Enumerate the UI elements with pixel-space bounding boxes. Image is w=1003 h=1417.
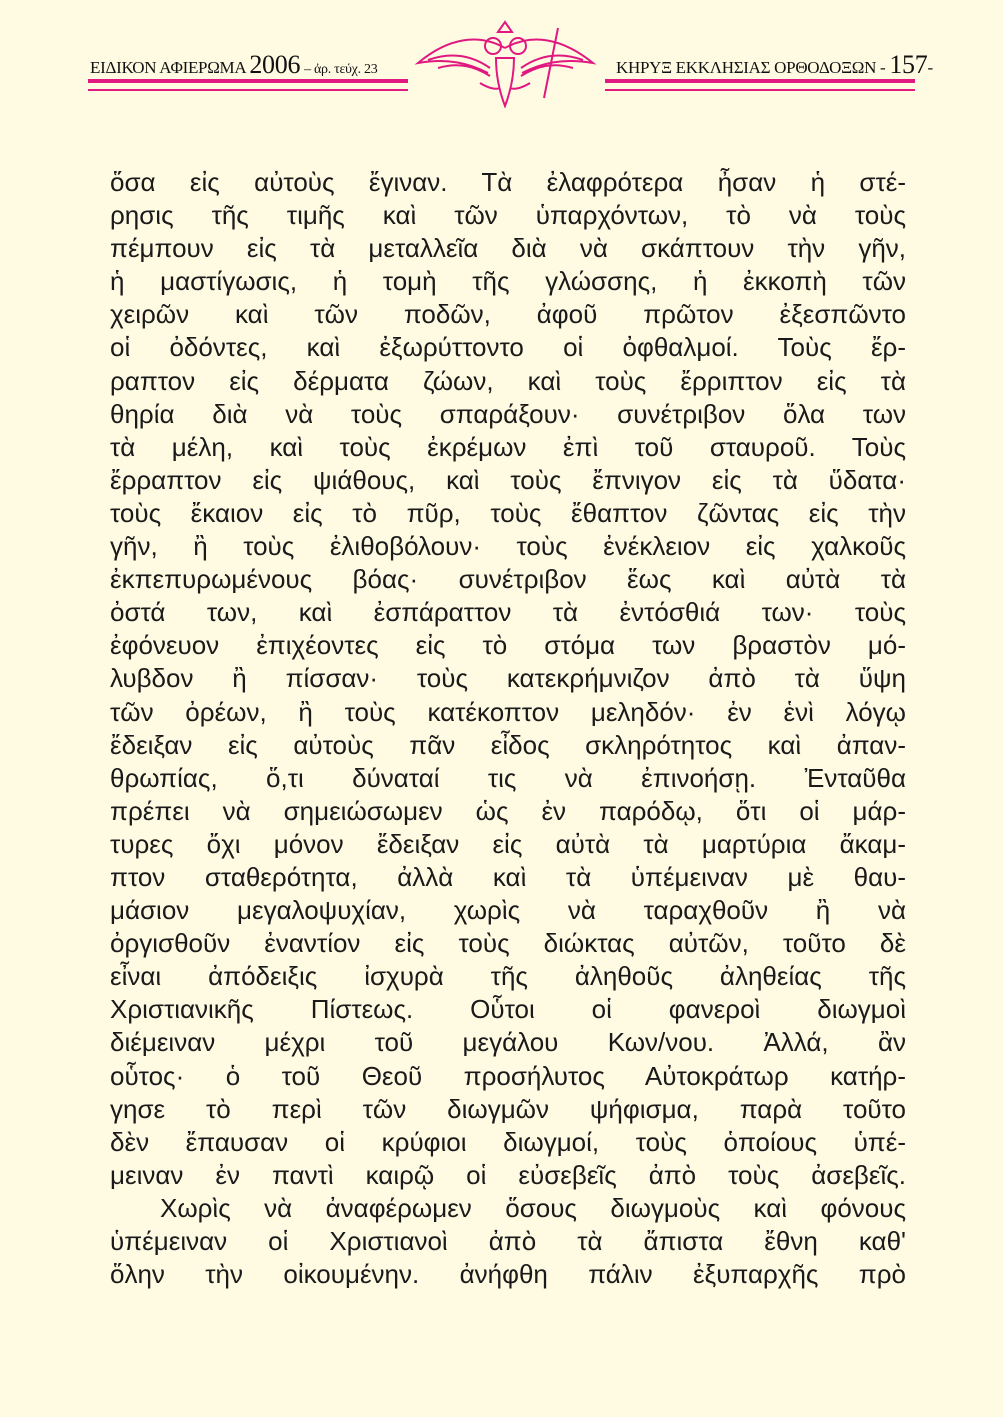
article-body — [110, 166, 906, 1291]
header-rule-thin-left — [88, 89, 408, 91]
header-rule-thick-left — [88, 79, 408, 83]
page-number-suffix: - — [927, 58, 933, 77]
text-line: χειρῶν καὶ τῶν ποδῶν, ἀφοῦ πρῶτον ἐξεσπῶντο — [110, 299, 906, 330]
text-line: ὀστά των, καὶ ἐσπάραττον τὰ ἐντόσθιά των· τοὺς — [110, 597, 906, 628]
issue-number: – ἀρ. τεύχ. 23 — [304, 62, 378, 77]
text-line: τοὺς ἔκαιον εἰς τὸ πῦρ, τοὺς ἔθαπτον ζῶντας εἰς τὴν — [110, 497, 906, 528]
journal-title: ΚΗΡΥΞ ΕΚΚΛΗΣΙΑΣ ΟΡΘΟΔΟΞΩΝ - — [616, 58, 886, 77]
text-line: ἔδειξαν εἰς αὐτοὺς πᾶν εἶδος σκληρότητος καὶ ἀπαν- — [110, 729, 906, 760]
text-line: ἐφόνευον ἐπιχέοντες εἰς τὸ στόμα των βραστὸν μό- — [110, 630, 906, 661]
text-line: ὅσα εἰς αὐτοὺς ἔγιναν. Τὰ ἐλαφρότερα ἦσαν ἡ στέ- — [110, 167, 906, 197]
year: 2006 — [249, 50, 301, 79]
text-line: ἡ μαστίγωσις, ἡ τομὴ τῆς γλώσσης, ἡ ἐκκοπὴ τῶν — [110, 266, 906, 297]
text-line: εἶναι ἀπόδειξις ἰσχυρὰ τῆς ἀληθοῦς ἀληθείας τῆς — [110, 961, 906, 992]
text-line: διέμειναν μέχρι τοῦ μεγάλου Κων/νου. Ἀλλά, ἂν — [110, 1027, 906, 1058]
text-line: Χωρὶς νὰ ἀναφέρωμεν ὅσους διωγμοὺς καὶ φόνους — [160, 1192, 906, 1223]
text-line: μειναν ἐν παντὶ καιρῷ οἱ εὐσεβεῖς ἀπὸ τοὺς ἀσεβεῖς. — [110, 1159, 906, 1190]
text-line: ὅλην τὴν οἰκουμένην. ἀνήφθη πάλιν ἐξυπαρχῆς πρὸ — [110, 1259, 906, 1290]
text-line: γησε τὸ περὶ τῶν διωγμῶν ψήφισμα, παρὰ τοῦτο — [110, 1093, 906, 1124]
text-line: ἐκπεπυρωμένους βόας· συνέτριβον ἕως καὶ αὐτὰ τὰ — [110, 564, 906, 595]
text-line: ρησις τῆς τιμῆς καὶ τῶν ὑπαρχόντων, τὸ νὰ τοὺς — [110, 200, 906, 231]
text-line: δὲν ἔπαυσαν οἱ κρύφιοι διωγμοί, τοὺς ὁποίους ὑπέ- — [110, 1126, 906, 1157]
text-line: πρέπει νὰ σημειώσωμεν ὡς ἐν παρόδῳ, ὅτι οἱ μάρ- — [110, 795, 906, 826]
text-line: λυβδον ἢ πίσσαν· τοὺς κατεκρήμνιζον ἀπὸ τὰ ὕψη — [110, 663, 906, 694]
header-rule-thick-right — [605, 79, 915, 83]
text-line: οἱ ὀδόντες, καὶ ἐξωρύττοντο οἱ ὀφθαλμοί. Τοὺς ἔρ- — [110, 332, 906, 363]
text-line: ἔρραπτον εἰς ψιάθους, καὶ τοὺς ἔπνιγον εἰς τὰ ὕδατα· — [110, 464, 906, 495]
text-line: πέμπουν εἰς τὰ μεταλλεῖα διὰ νὰ σκάπτουν τὴν γῆν, — [110, 233, 906, 264]
text-line: ραπτον εἰς δέρματα ζώων, καὶ τοὺς ἔρριπτον εἰς τὰ — [110, 365, 906, 396]
text-line: ὑπέμειναν οἱ Χριστιανοὶ ἀπὸ τὰ ἄπιστα ἔθνη καθ' — [110, 1226, 906, 1256]
double-headed-eagle-emblem-icon — [408, 18, 603, 108]
running-header-right — [616, 50, 933, 80]
text-line: ὀργισθοῦν ἐναντίον εἰς τοὺς διώκτας αὐτῶν, τοῦτο δὲ — [110, 928, 906, 959]
text-line: τῶν ὀρέων, ἢ τοὺς κατέκοπτον μεληδόν· ἐν ἑνὶ λόγῳ — [110, 696, 906, 727]
journal-section-title: ΕΙΔΙΚΟΝ ΑΦΙΕΡΩΜΑ — [90, 58, 246, 77]
text-line: τυρες ὄχι μόνον ἔδειξαν εἰς αὐτὰ τὰ μαρτύρια ἄκαμ- — [110, 828, 906, 859]
text-line: μάσιον μεγαλοψυχίαν, χωρὶς νὰ ταραχθοῦν ἢ νὰ — [110, 895, 906, 926]
text-line: θρωπίας, ὅ,τι δύναταί τις νὰ ἐπινοήσῃ. Ἐνταῦθα — [110, 762, 906, 793]
text-line: Χριστιανικῆς Πίστεως. Οὗτοι οἱ φανεροὶ διωγμοὶ — [110, 994, 906, 1025]
text-line: πτον σταθερότητα, ἀλλὰ καὶ τὰ ὑπέμειναν μὲ θαυ- — [110, 861, 906, 892]
header-rule-thin-right — [605, 89, 915, 91]
page-number: 157 — [889, 50, 928, 79]
running-header-left — [90, 50, 390, 80]
text-line: γῆν, ἢ τοὺς ἐλιθοβόλουν· τοὺς ἐνέκλειον εἰς χαλκοῦς — [110, 531, 906, 562]
text-line: τὰ μέλη, καὶ τοὺς ἐκρέμων ἐπὶ τοῦ σταυροῦ. Τοὺς — [110, 431, 906, 462]
text-line: θηρία διὰ νὰ τοὺς σπαράξουν· συνέτριβον ὅλα των — [110, 398, 906, 429]
text-line: οὗτος· ὁ τοῦ Θεοῦ προσήλυτος Αὐτοκράτωρ κατήρ- — [110, 1060, 906, 1091]
